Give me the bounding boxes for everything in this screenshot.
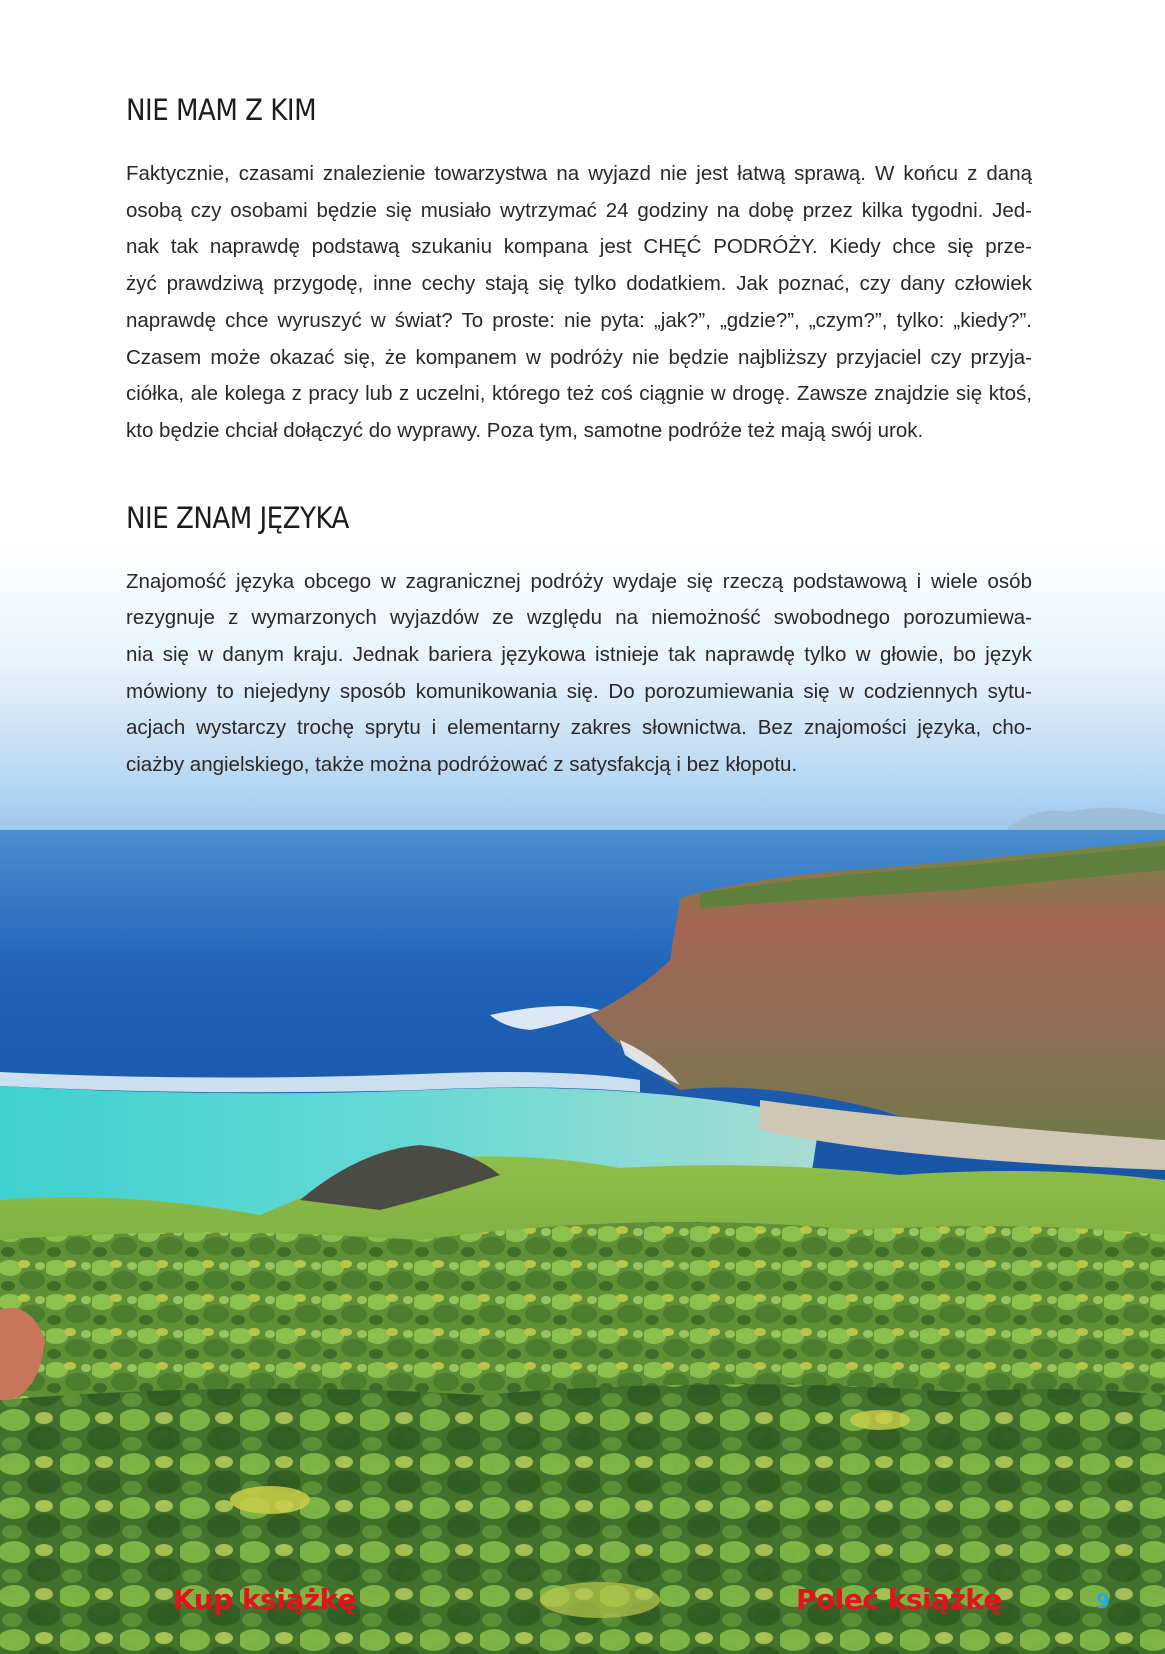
section-heading: NIE ZNAM JĘZYKA: [126, 500, 349, 535]
paragraph-line: mówiony to niejedyny sposób komunikowania się. Do porozumiewania się w codziennych sytu-: [126, 679, 1032, 703]
paragraph-line: Znajomość języka obcego w zagranicznej podróży wydaje się rzeczą podstawową i wiele osób: [126, 569, 1032, 593]
paragraph-line: Faktycznie, czasami znalezienie towarzystwa na wyjazd nie jest łatwą sprawą. W końcu z daną: [126, 162, 1032, 185]
paragraph-line: naprawdę chce wyruszyć w świat? To proste: nie pyta: „jak?”, „gdzie?”, „czym?”, tylko: „kiedy?”.: [126, 308, 1032, 332]
section-heading: NIE MAM Z KIM: [126, 93, 317, 127]
article-body: [126, 90, 1032, 784]
paragraph-line: acjach wystarczy trochę sprytu i elementarny zakres słownictwa. Bez znajomości języka, cho-: [126, 716, 1032, 740]
paragraph-line: żyć prawdziwą przygodę, inne cechy stają się tylko dodatkiem. Jak poznać, czy dany człowiek: [126, 272, 1032, 296]
paragraph-line: nak tak naprawdę podstawą szukaniu kompana jest CHĘĆ PODRÓŻY. Kiedy chce się prze-: [126, 235, 1032, 259]
paragraph-line: osobą czy osobami będzie się musiało wytrzymać 24 godziny na dobę przez kilka tygodni. Jed-: [126, 198, 1032, 222]
section-paragraph: [126, 564, 1032, 784]
paragraph-line: Czasem może okazać się, że kompanem w podróży nie będzie najbliższy przyjaciel czy przyja-: [126, 345, 1032, 369]
paragraph-line: rezygnuje z wymarzonych wyjazdów ze względu na niemożność swobodnego porozumiewa-: [126, 606, 1032, 630]
recommend-book-link[interactable]: Poleć książkę: [796, 1583, 1002, 1616]
buy-book-link[interactable]: Kup książkę: [173, 1583, 357, 1616]
section-no-language: [126, 498, 1032, 784]
paragraph-line: kto będzie chciał dołączyć do wyprawy. Poza tym, samotne podróże też mają swój urok.: [126, 418, 924, 442]
paragraph-line: nia się w danym kraju. Jednak bariera językowa istnieje tak naprawdę tylko w głowie, bo język: [126, 643, 1032, 667]
page-number: 9: [1096, 1589, 1110, 1613]
paragraph-line: ciażby angielskiego, także można podróżować z satysfakcją i bez kłopotu.: [126, 753, 798, 777]
page-footer: [0, 1577, 1165, 1623]
section-no-companion: [126, 90, 1032, 450]
section-paragraph: [126, 156, 1032, 450]
paragraph-line: ciółka, ale kolega z pracy lub z uczelni, którego też coś ciągnie w drogę. Zawsze znajdzie się ktoś,: [126, 382, 1032, 406]
